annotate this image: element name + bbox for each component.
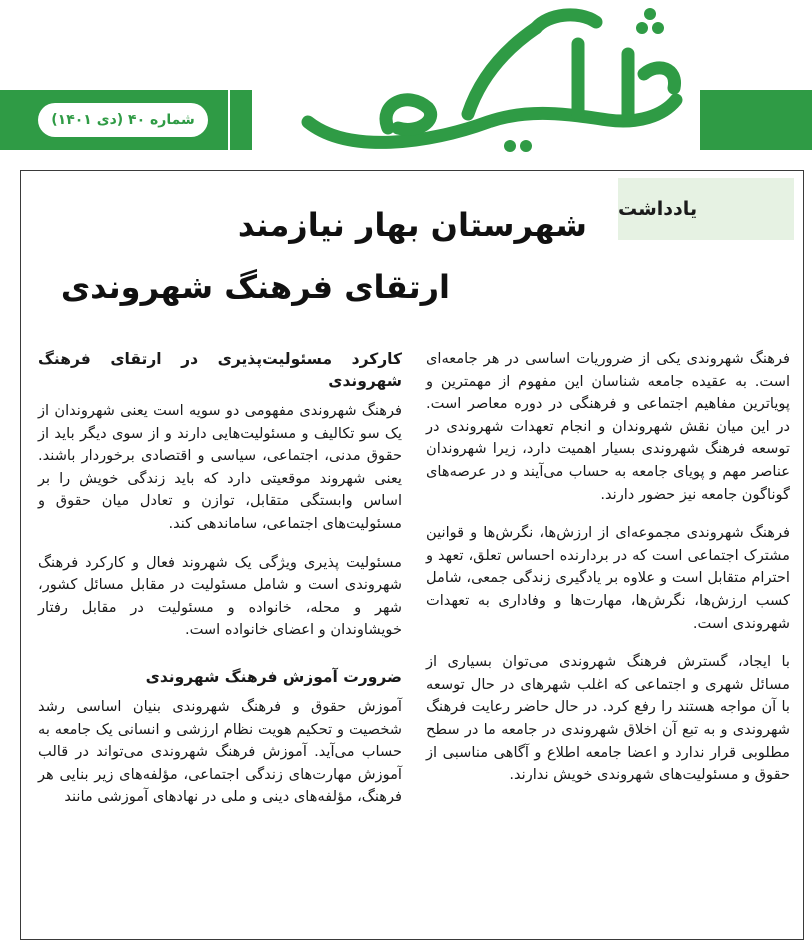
section-label-text: یادداشت bbox=[618, 198, 698, 220]
paragraph: فرهنگ شهروندی مجموعه‌ای از ارزش‌ها، نگرش‌ها و قوانین مشترک اجتماعی است که در بردارنده احساس تعلق، تعهد و احترام متقابل است و علاوه بر یادگیری زندگی جمعی، شامل کسب ارزش‌ها، نگرش‌ها، مهارت‌ها و وفاداری به تعهدات شهروندی است. bbox=[426, 524, 790, 632]
header-bar-right bbox=[700, 90, 812, 150]
subheading: کارکرد مسئولیت‌پذیری در ارتقای فرهنگ شهروندی bbox=[38, 350, 402, 390]
header-bar-accent bbox=[230, 90, 252, 150]
paragraph: فرهنگ شهروندی یکی از ضروریات اساسی در هر جامعه‌ای است. به عقیده جامعه شناسان این مفهوم از مهمترین و پویاترین مفاهیم اجتماعی و فرهنگی در دوره معاصر است. در این میان نقش شهروندان و انجام تعهدات شهروندی در توسعه فرهنگ شهروندی بسیار اهمیت دارد، زیرا شهروندان عناصر مهم و پویای جامعه به حساب می‌آیند و در عرصه‌های گوناگون جامعه نیز حضور دارند. bbox=[426, 350, 790, 503]
paragraph: فرهنگ شهروندی مفهومی دو سویه است یعنی شهروندان از یک سو تکالیف و مسئولیت‌هایی دارند و از سوی دیگر باید از حقوق مدنی، اجتماعی، سیاسی و اقتصادی برخوردار باشند. یعنی شهروند موقعیتی دارد که باید زندگی خویش را بر اساس وابستگی متقابل، توازن و تعادل میان حقوق و مسئولیت‌های اجتماعی، ساماندهی کند. bbox=[38, 402, 402, 532]
masthead-logo bbox=[278, 4, 696, 164]
article-column-right bbox=[426, 348, 790, 803]
article-title-line2: ارتقای فرهنگ شهروندی bbox=[60, 268, 450, 306]
paragraph: آموزش حقوق و فرهنگ شهروندی بنیان اساسی رشد شخصیت و تحکیم هویت نظام ارزشی و انسانی یک جامعه به حساب می‌آید. آموزش فرهنگ شهروندی می‌تواند در قالب آموزش مهارت‌های زندگی اجتماعی، مؤلفه‌های زیر بنایی هر فرهنگ، مؤلفه‌های دینی و ملی در نهادهای آموزشی مانند bbox=[38, 697, 402, 806]
article-title-line1: شهرستان بهار نیازمند bbox=[237, 206, 587, 244]
paragraph: مسئولیت پذیری ویژگی یک شهروند فعال و کارکرد فرهنگ شهروندی است و شامل مسئولیت در مقابل مسائل کشور، شهر و محله، خانواده و مسئولیت در مقابل رفتار خویشاوندان و اعضای خانواده است. bbox=[38, 553, 402, 639]
paragraph: با ایجاد، گسترش فرهنگ شهروندی می‌توان بسیاری از مسائل شهری و اجتماعی که اغلب شهرهای در حال توسعه با آن مواجه هستند را رفع کرد. در حال حاضر رعایت فرهنگ شهروندی و به تبع آن اخلاق شهروندی در جامعه ما در سطح مطلوبی قرار ندارد و اعضا جامعه اطلاع و آگاهی مناسبی از حقوق و مسئولیت‌های شهروندی خویش ندارند. bbox=[426, 653, 790, 784]
section-label bbox=[618, 178, 794, 240]
issue-number-badge: شماره ۴۰ (دی ۱۴۰۱) bbox=[38, 103, 208, 137]
article-column-left bbox=[38, 348, 402, 825]
subheading: ضرورت آموزش فرهنگ شهروندی bbox=[145, 667, 402, 686]
